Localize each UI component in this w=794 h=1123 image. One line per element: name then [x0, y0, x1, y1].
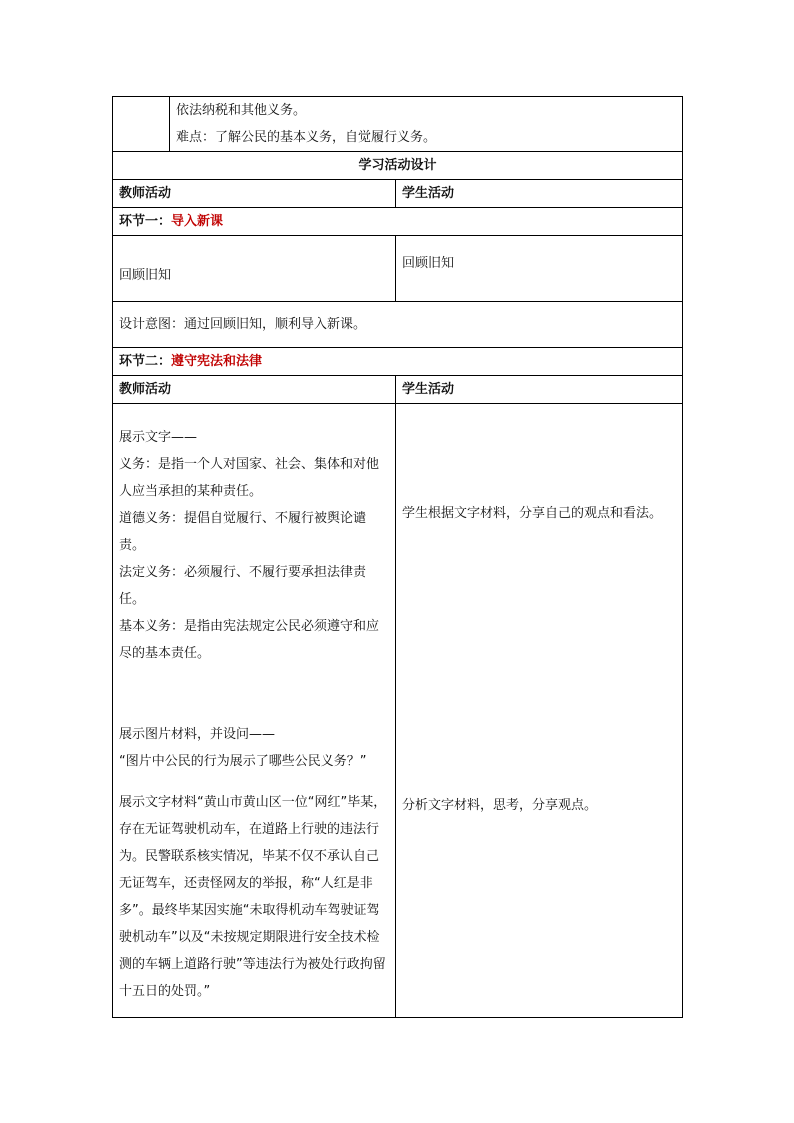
case-text: 展示文字材料“黄山市黄山区一位“网红”毕某，存在无证驾驶机动车，在道路上行驶的违法行为。民警联系核实情况，毕某不仅不承认自己无证驾车，还责怪网友的举报，称“人红是非多”。最终毕某因实施“未取得机动车驾驶证驾驶机动车”以及“未按规定期限进行安全技术检测的车辆上道路行驶”等违法行为被处行政拘留十五日的处罚。” — [119, 795, 387, 999]
teacher-line-2: 义务：是指一个人对国家、社会、集体和对他人应当承担的某种责任。 — [119, 457, 380, 499]
section-1-student-text: 回顾旧知 — [402, 256, 455, 271]
design-intent: 设计意图：通过回顾旧知，顺利导入新课。 — [113, 302, 683, 348]
teacher-activity-header-2: 教师活动 — [113, 376, 396, 404]
section-2-prefix: 环节二： — [119, 354, 172, 369]
section-1-content-row — [113, 236, 683, 302]
teacher-line-1: 展示文字—— — [119, 430, 198, 445]
picture-question: “图片中公民的行为展示了哪些公民义务？” — [119, 754, 367, 769]
header-row-2 — [113, 376, 683, 404]
objectives-label-cell — [113, 97, 170, 152]
student-text-2: 分析文字材料，思考，分享观点。 — [402, 798, 598, 813]
teacher-line-3: 道德义务：提倡自觉履行、不履行被舆论谴责。 — [119, 511, 367, 553]
section-1-title — [113, 208, 683, 236]
objectives-row — [113, 97, 683, 152]
design-title: 学习活动设计 — [113, 152, 683, 180]
section-1-title-row — [113, 208, 683, 236]
section-1-teacher-cell — [113, 236, 396, 302]
picture-prompt: 展示图片材料，并设问—— — [119, 727, 276, 742]
teacher-line-5: 基本义务：是指由宪法规定公民必须遵守和应尽的基本责任。 — [119, 619, 380, 661]
section-1-prefix: 环节一： — [119, 214, 172, 229]
section-2-title-row — [113, 348, 683, 376]
student-text-1: 学生根据文字材料，分享自己的观点和看法。 — [402, 506, 663, 521]
section-2-name: 遵守宪法和法律 — [171, 354, 263, 369]
student-activity-header-2: 学生活动 — [396, 376, 683, 404]
design-title-row — [113, 152, 683, 180]
teacher-activity-header: 教师活动 — [113, 180, 396, 208]
section-1-name: 导入新课 — [171, 214, 224, 229]
objectives-line-2: 难点：了解公民的基本义务，自觉履行义务。 — [176, 130, 437, 145]
section-2-student-cell — [396, 404, 683, 1018]
objectives-cell — [170, 97, 683, 152]
section-2-content-row — [113, 404, 683, 1018]
lesson-plan-table — [112, 96, 683, 1018]
section-2-title — [113, 348, 683, 376]
section-1-teacher-text: 回顾旧知 — [119, 268, 172, 283]
spacer — [119, 667, 389, 721]
spacer-2 — [119, 775, 389, 789]
design-intent-row — [113, 302, 683, 348]
student-activity-header: 学生活动 — [396, 180, 683, 208]
teacher-line-4: 法定义务：必须履行、不履行要承担法律责任。 — [119, 565, 367, 607]
section-1-student-cell — [396, 236, 683, 302]
section-2-teacher-cell — [113, 404, 396, 1018]
header-row-1 — [113, 180, 683, 208]
objectives-line-1: 依法纳税和其他义务。 — [176, 103, 307, 118]
